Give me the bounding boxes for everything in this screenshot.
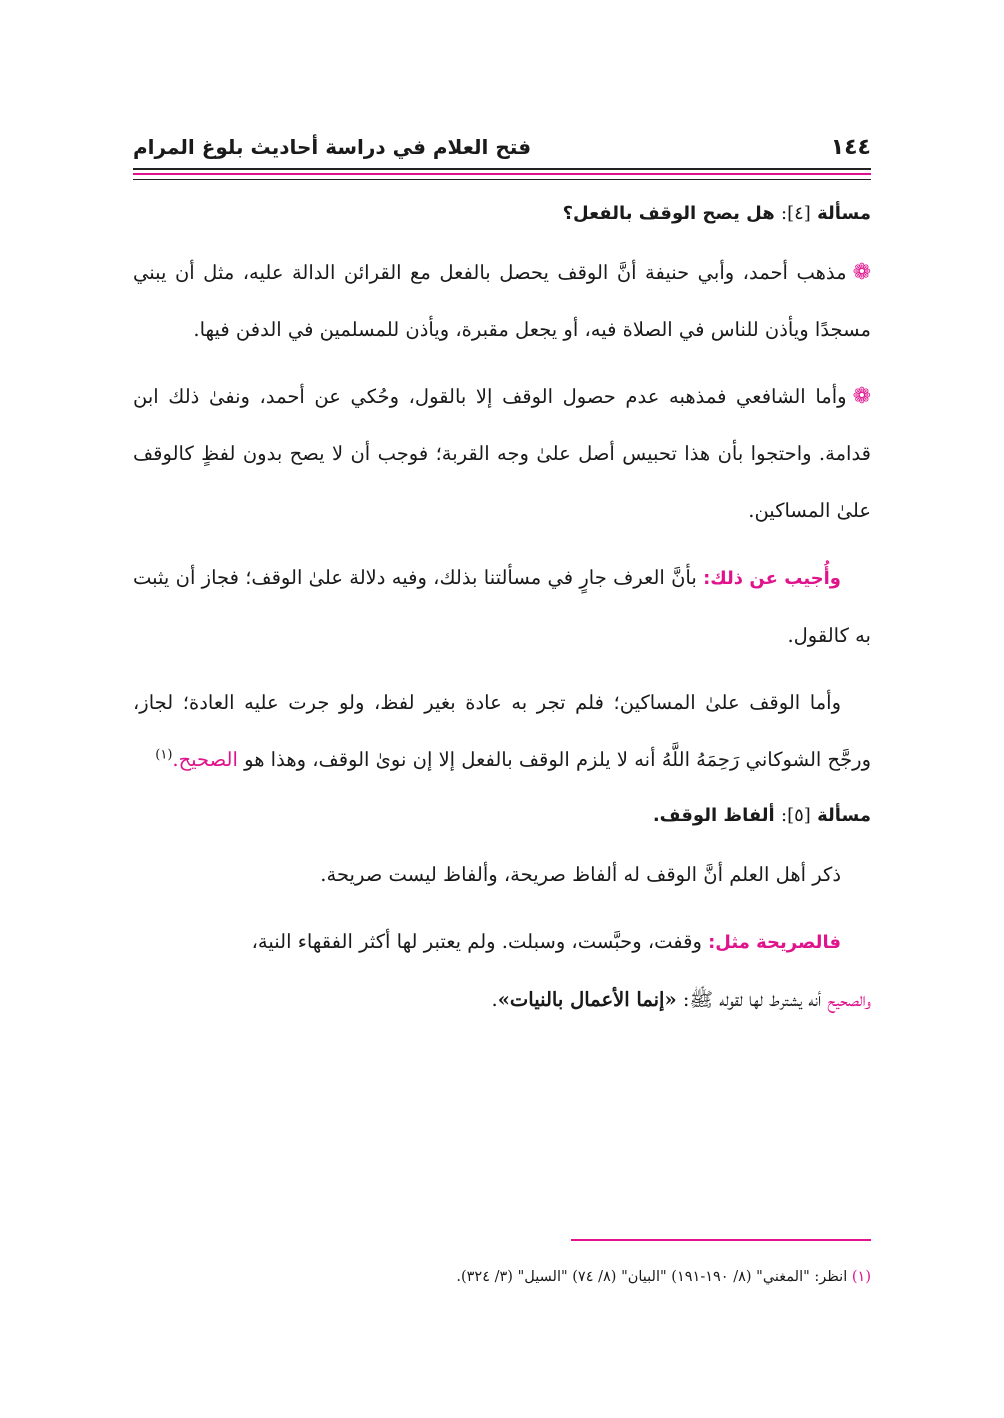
flower-bullet-icon: ❁ (852, 260, 871, 285)
sentence-end: . (491, 988, 498, 1011)
page (133, 0, 871, 1418)
hadith-quote: «إنما الأعمال بالنيات» (497, 988, 677, 1011)
header-rule-bottom (133, 179, 871, 180)
header-rule-pink (133, 173, 871, 175)
footnote-reference[interactable]: (١) (155, 747, 173, 763)
question-title: هل يصح الوقف بالفعل؟ (562, 203, 775, 224)
question-number: [٤]: (781, 203, 811, 224)
highlight-correct: والصحيح (827, 988, 871, 1011)
explicit-label: فالصريحة مثل: (708, 932, 841, 953)
question-label: مسألة (817, 203, 871, 224)
paragraph-intention (133, 971, 871, 1028)
header-rule-top (133, 168, 871, 170)
book-title: فتح العلام في دراسة أحاديث بلوغ المرام (133, 135, 532, 159)
footnote-divider (571, 1239, 871, 1241)
paragraph-shawkani (133, 674, 871, 788)
question-5-heading (133, 798, 871, 834)
paragraph-text: وأما الوقف علىٰ المساكين؛ فلم تجر به عادة بغير لفظ، ولو جرت عليه العادة؛ لجاز، ورجَّح الشوكاني رَحِمَهُ اللَّهُ أنه لا يلزم الوقف بالفعل إلا إن نوىٰ الوقف، وهذا هو (133, 691, 871, 771)
question-number: [٥]: (781, 805, 811, 826)
response-label: وأُجيب عن ذلك: (703, 568, 841, 589)
flower-bullet-icon: ❁ (852, 384, 871, 409)
paragraph-wording-types (133, 846, 871, 903)
paragraph-text: بأنَّ العرف جارٍ في مسألتنا بذلك، وفيه دلالة علىٰ الوقف؛ فجاز أن يثبت به كالقول. (133, 566, 871, 647)
question-label: مسألة (817, 805, 871, 826)
highlight-correct: الصحيح. (172, 748, 238, 771)
paragraph-text: مذهب أحمد، وأبي حنيفة أنَّ الوقف يحصل بالفعل مع القرائن الدالة عليه، مثل أن يبني مسجدًا ويأذن للناس في الصلاة فيه، أو يجعل مقبرة، ويأذن للمسلمين في الدفن فيها. (133, 261, 871, 341)
paragraph-text: وأما الشافعي فمذهبه عدم حصول الوقف إلا بالقول، وحُكي عن أحمد، ونفىٰ ذلك ابن قدامة. واحتجوا بأن هذا تحبيس أصل علىٰ وجه القربة؛ فوجب أن لا يصح بدون لفظٍ كالوقف علىٰ المساكين. (133, 385, 871, 522)
page-number: ١٤٤ (830, 134, 871, 160)
page-header (133, 130, 871, 164)
footnote-number: (١) (851, 1269, 871, 1285)
paragraph-text: وقفت، وحبَّست، وسبلت. ولم يعتبر لها أكثر الفقهاء النية، (251, 930, 702, 953)
paragraph-hanafi-view (133, 244, 871, 358)
paragraph-explicit-wording (133, 913, 871, 971)
paragraph-shafii-view (133, 368, 871, 539)
footnote (133, 1266, 871, 1288)
page-content (133, 196, 871, 1038)
paragraph-text: أنه يشترط لها لقوله ﷺ: (682, 988, 822, 1011)
footnote-text: انظر: "المغني" (٨/ ١٩٠-١٩١) "البيان" (٨/ ٧٤) "السيل" (٣/ ٣٢٤). (456, 1269, 848, 1285)
paragraph-text: ذكر أهل العلم أنَّ الوقف له ألفاظ صريحة، وألفاظ ليست صريحة. (320, 863, 841, 886)
paragraph-response (133, 549, 871, 664)
question-title: ألفاظ الوقف. (652, 805, 775, 826)
question-4-heading (133, 196, 871, 232)
